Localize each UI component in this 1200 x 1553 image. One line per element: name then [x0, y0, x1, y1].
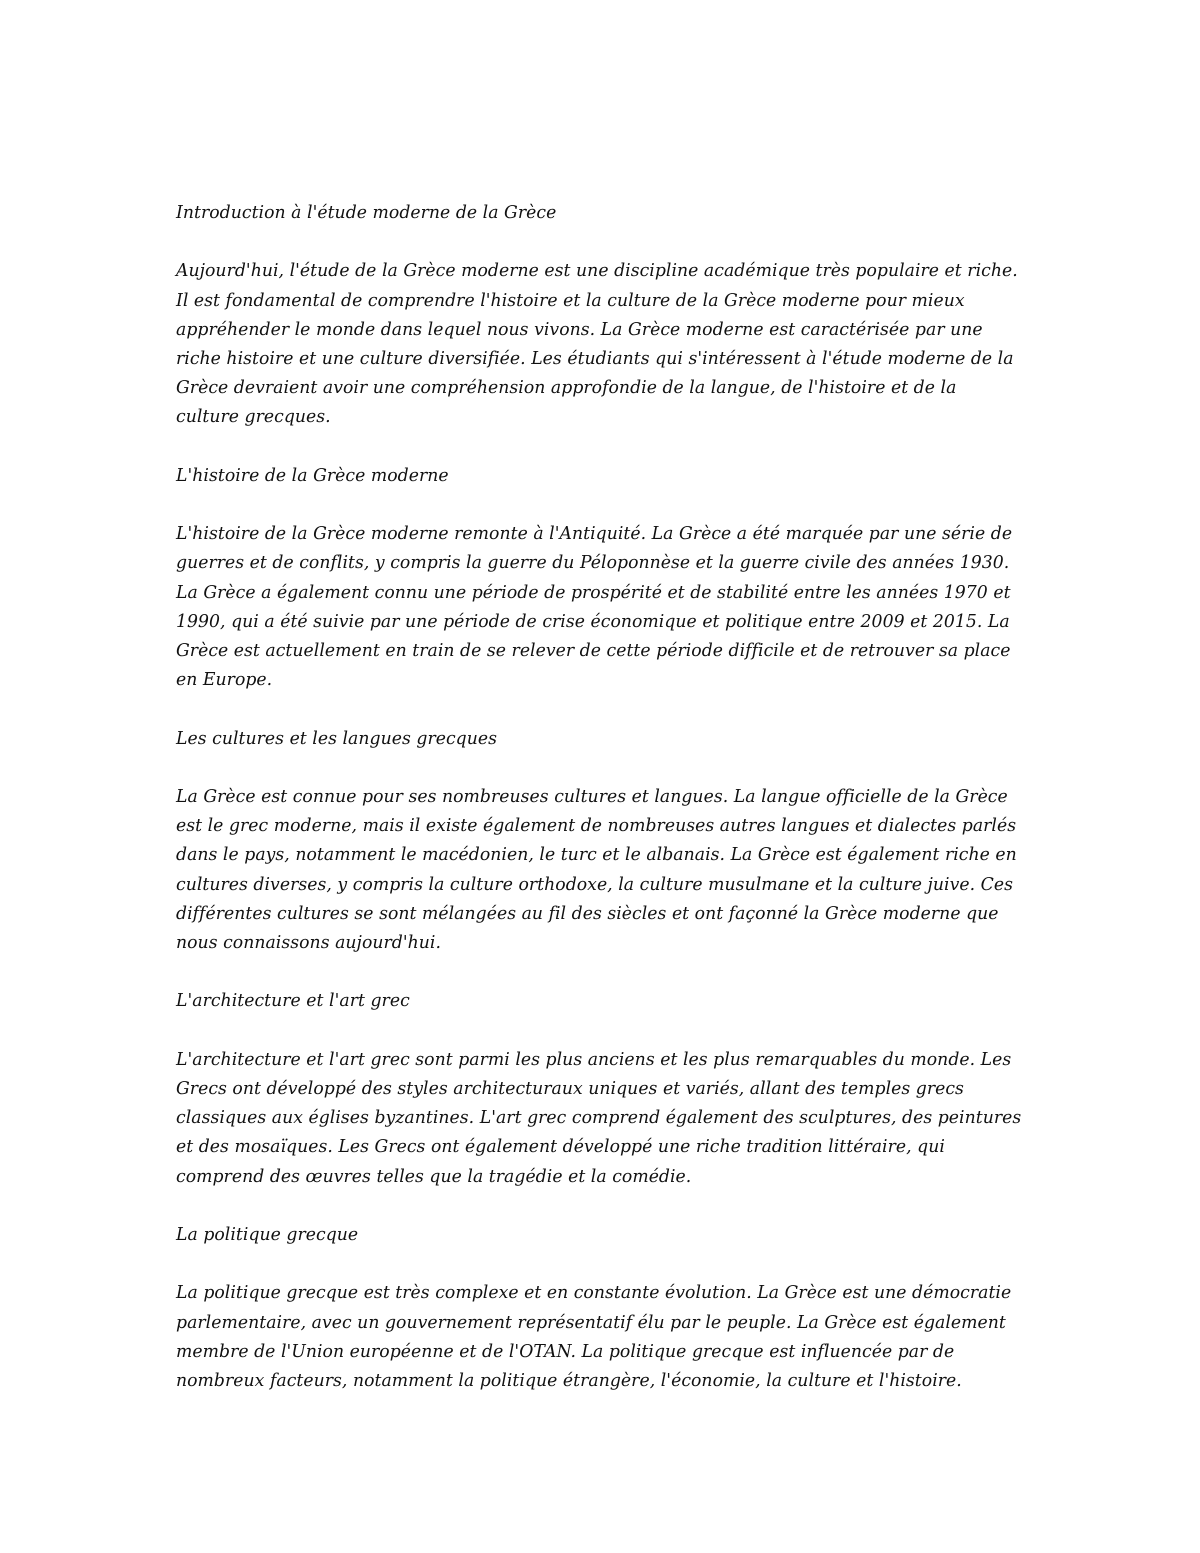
paragraph — [176, 1046, 1026, 1192]
section-heading — [176, 725, 1026, 754]
text-line: en Europe. — [176, 670, 273, 691]
text-line: nombreux facteurs, notamment la politique étrangère, l'économie, la culture et l'histoire. — [176, 1370, 962, 1391]
text-line: guerres et de conflits, y compris la guerre du Péloponnèse et la guerre civile des années 1930. — [176, 553, 1010, 574]
text-line: Aujourd'hui, l'étude de la Grèce moderne est une discipline académique très populaire et riche. — [176, 261, 1018, 282]
text-line: La politique grecque est très complexe et en constante évolution. La Grèce est une démocratie — [176, 1283, 1012, 1304]
paragraph — [176, 257, 1026, 432]
text-line: L'histoire de la Grèce moderne — [176, 465, 449, 486]
text-line: culture grecques. — [176, 407, 331, 428]
text-line: nous connaissons aujourd'hui. — [176, 933, 442, 953]
section-heading — [176, 462, 1026, 491]
text-line: et des mosaïques. Les Grecs ont également développé une riche tradition littéraire, qui — [176, 1137, 945, 1158]
text-line: 1990, qui a été suivie par une période de crise économique et politique entre 2009 et 2015. La — [176, 611, 1010, 632]
text-line: dans le pays, notamment le macédonien, le turc et le albanais. La Grèce est également riche en — [176, 845, 1017, 866]
text-line: Les cultures et les langues grecques — [176, 728, 498, 749]
text-line: La politique grecque — [176, 1224, 359, 1245]
text-line: différentes cultures se sont mélangées au fil des siècles et ont façonné la Grèce moderne que — [176, 903, 999, 924]
paragraph — [176, 520, 1026, 695]
section-heading — [176, 987, 1026, 1016]
text-line: L'architecture et l'art grec sont parmi les plus anciens et les plus remarquables du monde. Les — [176, 1049, 1012, 1070]
text-line: Grèce est actuellement en train de se relever de cette période difficile et de retrouver sa place — [176, 641, 1011, 661]
text-line: L'architecture et l'art grec — [176, 991, 410, 1012]
text-line: appréhender le monde dans lequel nous vivons. La Grèce moderne est caractérisée par une — [176, 319, 983, 340]
text-line: Grecs ont développé des styles architecturaux uniques et variés, allant des temples grecs — [176, 1078, 964, 1099]
text-line: L'histoire de la Grèce moderne remonte à l'Antiquité. La Grèce a été marquée par une série de — [176, 524, 1013, 545]
section-heading — [176, 199, 1026, 228]
paragraph — [176, 783, 1026, 958]
text-line: La Grèce a également connu une période de prospérité et de stabilité entre les années 1970 et — [176, 582, 1011, 603]
text-line: est le grec moderne, mais il existe également de nombreuses autres langues et dialectes parlés — [176, 816, 1017, 837]
text-line: comprend des œuvres telles que la tragédie et la comédie. — [176, 1166, 692, 1187]
text-line: Grèce devraient avoir une compréhension approfondie de la langue, de l'histoire et de la — [176, 378, 957, 399]
text-line: parlementaire, avec un gouvernement représentatif élu par le peuple. La Grèce est également — [176, 1312, 1006, 1333]
text-line: classiques aux églises byzantines. L'art grec comprend également des sculptures, des peintures — [176, 1108, 1022, 1129]
section-heading — [176, 1221, 1026, 1250]
text-line: membre de l'Union européenne et de l'OTAN. La politique grecque est influencée par de — [176, 1341, 955, 1362]
text-line: riche histoire et une culture diversifiée. Les étudiants qui s'intéressent à l'étude moderne de la — [176, 349, 1014, 369]
text-line: Il est fondamental de comprendre l'histoire et la culture de la Grèce moderne pour mieux — [176, 290, 965, 311]
text-line: La Grèce est connue pour ses nombreuses cultures et langues. La langue officielle de la Grèce — [176, 786, 1008, 807]
document-body — [176, 199, 1026, 1425]
paragraph — [176, 1279, 1026, 1396]
text-line: Introduction à l'étude moderne de la Grèce — [176, 203, 557, 223]
text-line: cultures diverses, y compris la culture orthodoxe, la culture musulmane et la culture juive. Ces — [176, 874, 1014, 895]
